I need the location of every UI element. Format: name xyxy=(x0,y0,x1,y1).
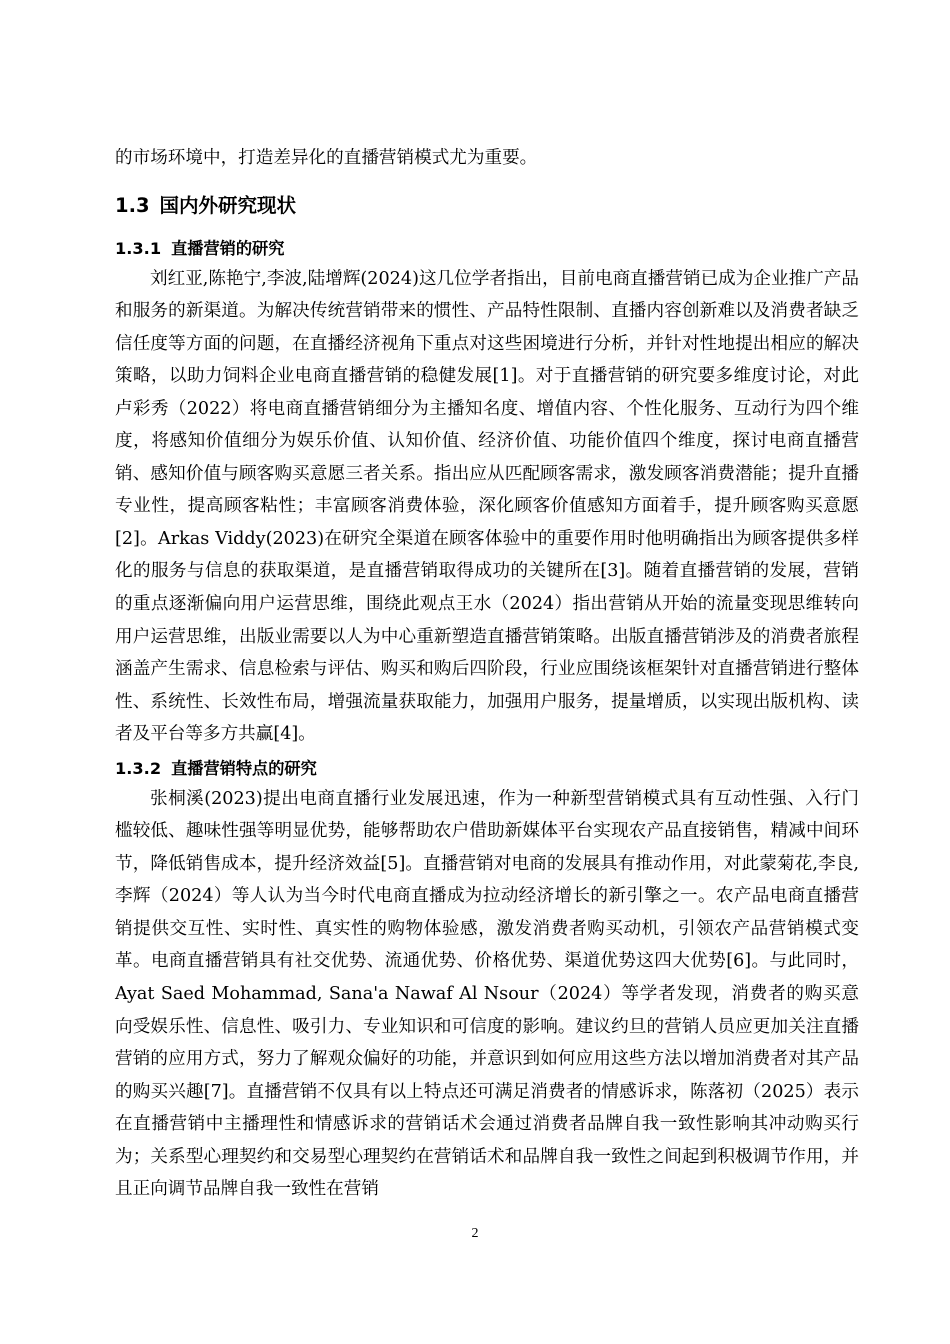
subsection-number-1: 1.3.1 xyxy=(115,238,162,258)
lead-paragraph: 的市场环境中，打造差异化的直播营销模式尤为重要。 xyxy=(115,148,538,168)
subsection-paragraph-1: 刘红亚,陈艳宁,李波,陆增辉(2024)这几位学者指出，目前电商直播营销已成为企业推广产品和服务的新渠道。为解决传统营销带来的惯性、产品特性限制、直播内容创新难以及消费者缺乏信任度等方面的问题，在直播经济视角下重点对这些困境进行分析，并针对性地提出相应的解决策略，以助力饲料企业电商直播营销的稳健发展[1]。对于直播营销的研究要多维度讨论，对此卢彩秀（2022）将电商直播营销细分为主播知名度、增值内容、个性化服务、互动行为四个维度，将感知价值细分为娱乐价值、认知价值、经济价值、功能价值四个维度，探讨电商直播营销、感知价值与顾客购买意愿三者关系。指出应从匹配顾客需求，激发顾客消费潜能；提升直播专业性，提高顾客粘性；丰富顾客消费体验，深化顾客价值感知方面着手，提升顾客购买意愿[2]。Arkas Viddy(2023)在研究全渠道在顾客体验中的重要作用时他明确指出为顾客提供多样化的服务与信息的获取渠道，是直播营销取得成功的关键所在[3]。随着直播营销的发展，营销的重点逐渐偏向用户运营思维，围绕此观点王水（2024）指出营销从开始的流量变现思维转向用户运营思维，出版业需要以人为中心重新塑造直播营销策略。出版直播营销涉及的消费者旅程涵盖产生需求、信息检索与评估、购买和购后四阶段，行业应围绕该框架针对直播营销进行整体性、系统性、长效性布局，增强流量获取能力，加强用户服务，提量增质，以实现出版机构、读者及平台等多方共赢[4]。 xyxy=(115,268,859,745)
subsection-number-2: 1.3.2 xyxy=(115,758,162,778)
section-title: 国内外研究现状 xyxy=(159,193,297,217)
subsection-title-1: 直播营销的研究 xyxy=(171,238,285,258)
subsection-heading-2 xyxy=(115,755,859,783)
subsection-heading-1 xyxy=(115,235,859,263)
section-heading xyxy=(115,189,859,223)
subsection-paragraph-2: 张桐溪(2023)提出电商直播行业发展迅速，作为一种新型营销模式具有互动性强、入行门槛较低、趣味性强等明显优势，能够帮助农户借助新媒体平台实现农产品直接销售，精减中间环节，降低销售成本，提升经济效益[5]。直播营销对电商的发展具有推动作用，对此蒙菊花,李良,李辉（2024）等人认为当今时代电商直播成为拉动经济增长的新引擎之一。农产品电商直播营销提供交互性、实时性、真实性的购物体验感，激发消费者购买动机，引领农产品营销模式变革。电商直播营销具有社交优势、流通优势、价格优势、渠道优势这四大优势[6]。与此同时，Ayat Saed Mohammad, Sana'a Nawaf Al Nsour（2024）等学者发现，消费者的购买意向受娱乐性、信息性、吸引力、专业知识和可信度的影响。建议约旦的营销人员应更加关注直播营销的应用方式，努力了解观众偏好的功能，并意识到如何应用这些方法以增加消费者对其产品的购买兴趣[7]。直播营销不仅具有以上特点还可满足消费者的情感诉求，陈落初（2025）表示在直播营销中主播理性和情感诉求的营销话术会通过消费者品牌自我一致性影响其冲动购买行为；关系型心理契约和交易型心理契约在营销话术和品牌自我一致性之间起到积极调节作用，并且正向调节品牌自我一致性在营销 xyxy=(115,788,859,1200)
subsection-title-2: 直播营销特点的研究 xyxy=(171,758,317,778)
page-number: 2 xyxy=(471,1226,479,1241)
page-content xyxy=(115,142,859,1206)
section-number: 1.3 xyxy=(115,193,150,217)
